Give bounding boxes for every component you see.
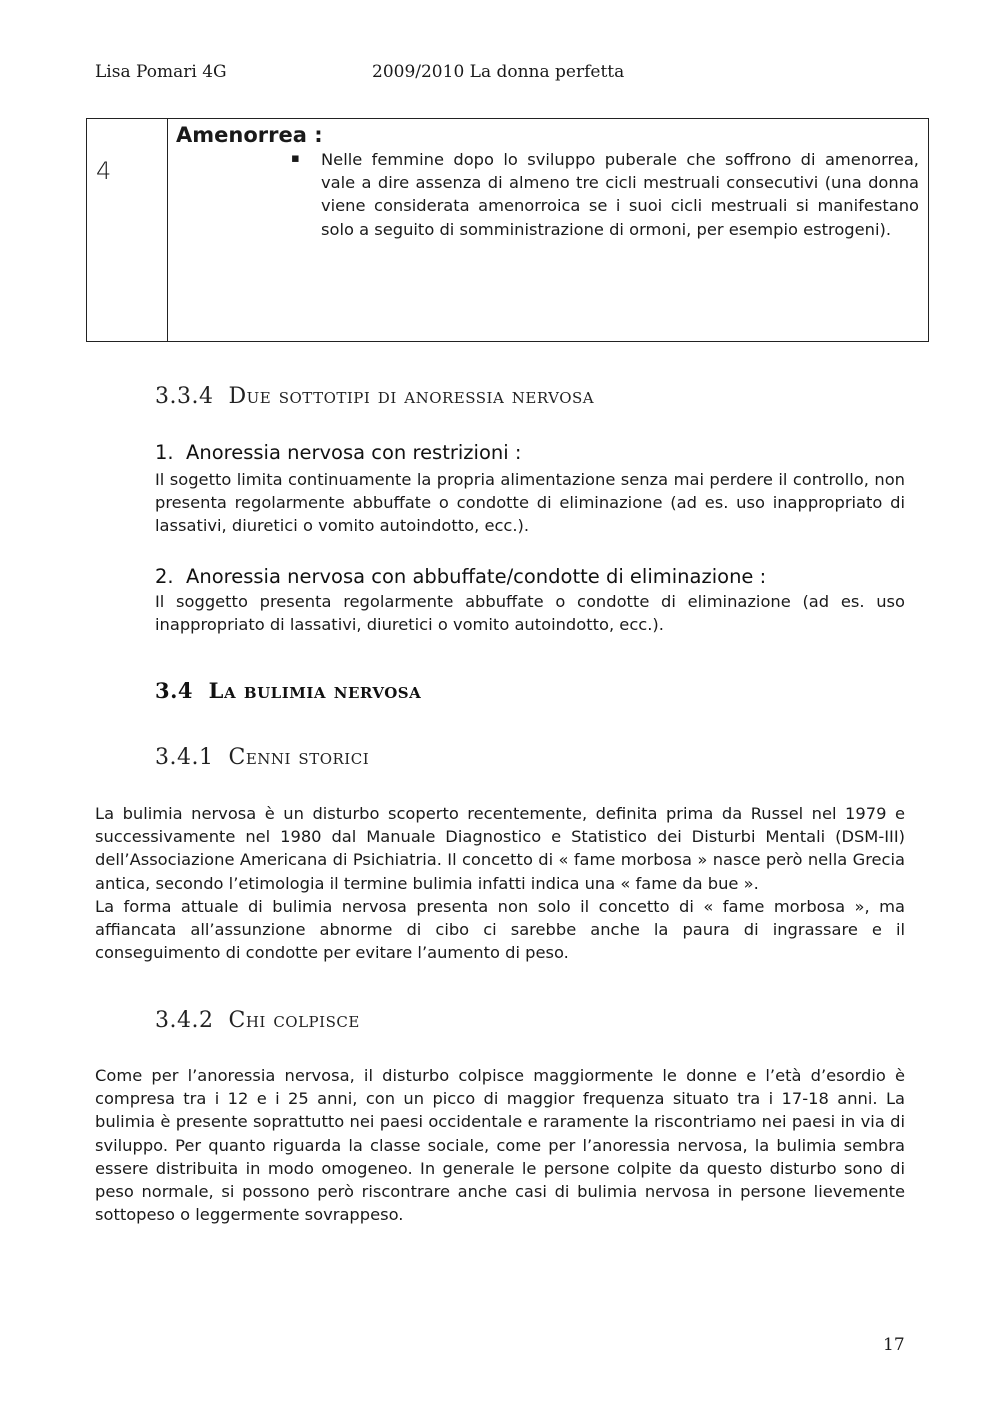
heading-3-3-4 <box>155 384 594 409</box>
heading-3-4-1 <box>155 745 369 770</box>
subtype-1-text: Il sogetto limita continuamente la propria alimentazione senza mai perdere il controllo, non presenta regolarmente abbuffate o condotte di eliminazione (ad es. uso inappropriato di lassativi, diuretici o vomito autoindotto, ecc.). <box>155 470 905 536</box>
paragraph: La bulimia nervosa è un disturbo scoperto recentemente, definita prima da Russel nel 1979 e successivamente nel 1980 dal Manuale Diagnostico e Statistico dei Disturbi Mentali (DSM-III) dell’Associazione Americana di Psichiatria. Il concetto di « fame morbosa » nasce però nella Grecia antica, secondo l’etimologia il termine bulimia infatti indica una « fame da bue ». <box>95 804 905 893</box>
heading-3-4 <box>155 678 421 703</box>
subtype-1-heading: Anoressia nervosa con restrizioni : <box>186 441 522 464</box>
square-bullet-icon: ▪ <box>291 151 300 166</box>
heading-number: 3.3.4 <box>155 384 214 409</box>
header-document-title: 2009/2010 La donna perfetta <box>372 62 625 82</box>
heading-number: 3.4.2 <box>155 1008 214 1033</box>
heading-3-4-2 <box>155 1008 360 1033</box>
heading-title: Cenni storici <box>228 745 370 770</box>
criteria-number: 4 <box>96 157 112 185</box>
criteria-text: Nelle femmine dopo lo sviluppo puberale che soffrono di amenorrea, vale a dire assenza di almeno tre cicli mestruali consecutivi (una donna viene considerata amenorroica se i suoi cicli mestruali si manifestano solo a seguito di somministrazione di ormoni, per esempio estrogeni). <box>321 150 919 239</box>
subtype-2-title <box>155 565 766 588</box>
paragraph: La forma attuale di bulimia nervosa presenta non solo il concetto di « fame morbosa », ma affiancata all’assunzione abnorme di cibo ci sarebbe anche la paura di ingrassare e il conseguimento di condotte per evitare l’aumento di peso. <box>95 896 905 963</box>
header-author: Lisa Pomari 4G <box>95 62 227 82</box>
page-number: 17 <box>883 1335 905 1355</box>
heading-title: Due sottotipi di anoressia nervosa <box>228 384 595 409</box>
heading-title: La bulimia nervosa <box>208 678 422 703</box>
section-3-4-2-body: Come per l’anoressia nervosa, il disturbo colpisce maggiormente le donne e l’età d’esordio è compresa tra i 12 e i 25 anni, con un picco di maggior frequenza situato tra i 17-18 anni. La bulimia è presente soprattutto nei paesi occidentale e raramente la riscontriamo nei paesi in via di sviluppo. Per quanto riguarda la classe sociale, come per l’anoressia nervosa, la bulimia sembra essere distribuita in modo omogeneo. In generale le persone colpite da questo disturbo sono di peso normale, si possono però riscontrare anche casi di bulimia nervosa in persone lievemente sottopeso o leggermente sovrappeso. <box>95 1066 905 1225</box>
heading-number: 3.4.1 <box>155 745 214 770</box>
subtype-2-heading: Anoressia nervosa con abbuffate/condotte di eliminazione : <box>186 565 767 588</box>
subtype-2-text: Il soggetto presenta regolarmente abbuffate o condotte di eliminazione (ad es. uso inappropriato di lassativi, diuretici o vomito autoindotto, ecc.). <box>155 592 905 635</box>
criteria-number-cell <box>87 119 168 341</box>
criteria-title: Amenorrea : <box>176 123 323 147</box>
subtype-1-title <box>155 441 521 464</box>
heading-number: 3.4 <box>155 678 194 703</box>
heading-title: Chi colpisce <box>228 1008 360 1033</box>
subtype-1-label: 1. <box>155 441 174 464</box>
subtype-2-label: 2. <box>155 565 174 588</box>
section-3-4-1-body <box>95 802 905 964</box>
